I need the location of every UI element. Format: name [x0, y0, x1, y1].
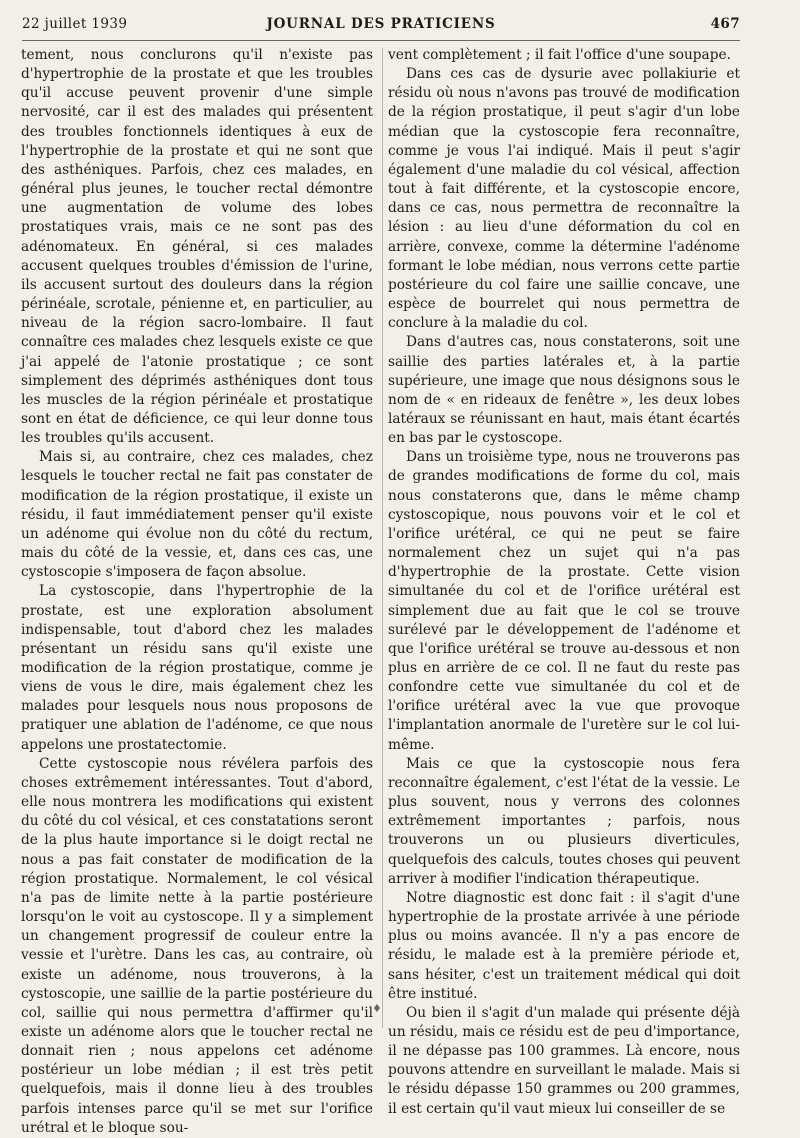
left-column	[21, 46, 373, 1138]
paragraph: La cystoscopie, dans l'hypertrophie de la prostate, est une exploration absolument indispensable, tout d'abord chez les malades présentant un résidu sans qu'il existe une modification de la région prostatique, comme je viens de vous le dire, mais également chez les malades pour lesquels nous nous proposons de pratiquer une ablation de l'adénome, ce que nous appelons une prostatectomie.	[21, 583, 373, 753]
column-divider	[382, 48, 383, 1028]
paragraph: Mais si, au contraire, chez ces malades, chez lesquels le toucher rectal ne fait pas constater de modification de la région prostatique, il existe un résidu, il faut immédiatement penser qu'il existe un adénome qui évolue non du côté du rectum, mais du côté de la vessie, et, dans ces cas, une cystoscopie s'imposera de façon absolue.	[21, 449, 373, 581]
right-column	[388, 46, 740, 1119]
issue-date: 22 juillet 1939	[22, 16, 128, 32]
paragraph: Notre diagnostic est donc fait : il s'agit d'une hypertrophie de la prostate arrivée à une période plus ou moins avancée. Il n'y a pas encore de résidu, le malade est à la première période et, sans hésiter, c'est un traitement médical qui doit être institué.	[388, 889, 740, 1002]
paragraph: vent complètement ; il fait l'office d'une soupape.	[388, 47, 731, 63]
paragraph: Mais ce que la cystoscopie nous fera reconnaître également, c'est l'état de la vessie. Le plus souvent, nous y verrons des colonnes extrêmement importantes ; parfois, nous trouverons un ou plusieurs diverticules, quelquefois des calculs, toutes choses qui peuvent arriver à modifier l'indication thérapeutique.	[388, 755, 740, 887]
journal-title: JOURNAL DES PRATICIENS	[266, 16, 496, 32]
page-number: 467	[710, 16, 740, 32]
paragraph: Dans un troisième type, nous ne trouverons pas de grandes modifications de forme du col, mais nous constaterons que, dans le même champ cystoscopique, nous pouvons voir et le col et l'orifice urétéral, ce qui ne peut se faire normalement chez un sujet qui n'a pas d'hypertrophie de la prostate. Cette vision simultanée du col et de l'orifice urétéral est simplement due au fait que le col se trouve surélevé par le développement de l'adénome et que l'orifice urétéral se trouve au-dessous et non plus en arrière de ce col. Il ne faut du reste pas confondre cette vue simultanée du col et de l'orifice urétéral avec la vue que provoque l'implantation anormale de l'uretère sur le col lui-même.	[388, 449, 740, 753]
page-header	[22, 14, 740, 36]
paragraph: tement, nous conclurons qu'il n'existe pas d'hypertrophie de la prostate et que les troubles qu'il accuse peuvent provenir d'une simple nervosité, car il est des malades qui présentent des troubles fonctionnels identiques à eux de l'hypertrophie de la prostate et qui ne sont que des asthéniques. Parfois, chez ces malades, en général plus jeunes, le toucher rectal démontre une augmentation de volume des lobes prostatiques vrais, mais ce ne sont pas des adénomateux. En général, si ces malades accusent quelques troubles d'émission de l'urine, ils accusent surtout des douleurs dans la région périnéale, scrotale, pénienne et, en particulier, au niveau de la région sacro-lombaire. Il faut connaître ces malades chez lesquels existe ce que j'ai appelé de l'atonie prostatique ; ce sont simplement des déprimés asthéniques dont tous les muscles de la région périnéale et prostatique sont en état de déficience, ce qui leur donne tous les troubles qu'ils accusent.	[21, 47, 373, 447]
paragraph: Cette cystoscopie nous révélera parfois des choses extrêmement intéressantes. Tout d'abord, elle nous montrera les modifications qui existent du côté du col vésical, et ces constatations seront de la plus haute importance si le doigt rectal ne nous a pas fait constater de modification de la région prostatique. Normalement, le col vésical n'a pas de limite nette à la partie postérieure lorsqu'on le voit au cystoscope. Il y a simplement un changement progressif de couleur entre la vessie et l'urètre. Dans les cas, au contraire, où existe un adénome, nous trouverons, à la cystoscopie, une saillie de la partie postérieure du col, saillie qui nous permettra d'affirmer qu'il existe un adénome alors que le toucher rectal ne donnait rien ; nous appelons cet adénome postérieur un lobe médian ; il est très petit quelquefois, mais il donne lieu à des troubles parfois intenses parce qu'il se met sur l'orifice urétral et le bloque sou-	[21, 755, 373, 1136]
paragraph: Ou bien il s'agit d'un malade qui présente déjà un résidu, mais ce résidu est de peu d'importance, il ne dépasse pas 100 grammes. Là encore, nous pouvons attendre en surveillant le malade. Mais si le résidu dépasse 150 grammes ou 200 grammes, il est certain qu'il vaut mieux lui conseiller de se	[388, 1004, 740, 1117]
paragraph: Dans d'autres cas, nous constaterons, soit une saillie des parties latérales et, à la partie supérieure, une image que nous désignons sous le nom de « en rideaux de fenêtre », les deux lobes latéraux se réunissant en haut, mais étant écartés en bas par le cystoscope.	[388, 334, 740, 447]
ornament-icon: ♦	[372, 1002, 382, 1015]
paragraph: Dans ces cas de dysurie avec pollakiurie et résidu où nous n'avons pas trouvé de modification de la région prostatique, il peut s'agir d'un lobe médian que la cystoscopie fera reconnaître, comme je vous l'ai indiqué. Mais il peut s'agir également d'une maladie du col vésical, affection tout à fait différente, et la cystoscopie encore, dans ce cas, nous permettra de reconnaître la lésion : au lieu d'une déformation du col en arrière, convexe, comme la détermine l'adénome formant le lobe médian, nous verrons cette partie postérieure du col faire une saillie concave, une espèce de bourrelet qui nous permettra de conclure à la maladie du col.	[388, 66, 740, 332]
header-rule	[22, 40, 740, 41]
